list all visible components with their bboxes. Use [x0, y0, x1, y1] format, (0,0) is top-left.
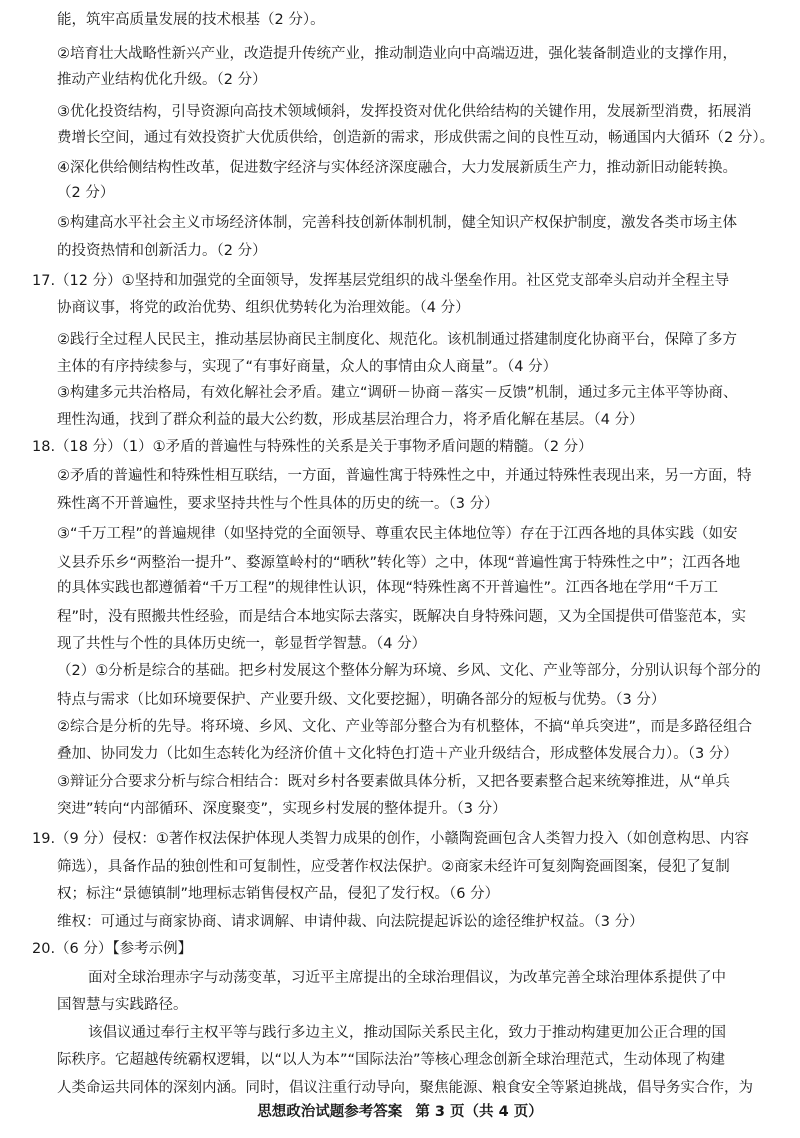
- text-line: ⑤构建高水平社会主义市场经济体制，完善科技创新体制机制，健全知识产权保护制度，激发各类市场主体: [57, 215, 737, 232]
- text-line: ②综合是分析的先导。将环境、乡风、文化、产业等部分整合为有机整体，不搞“单兵突进”，而是多路径组合: [57, 719, 753, 736]
- text-line: 的投资热情和创新活力。（2 分）: [57, 242, 267, 259]
- text-line: 协商议事，将党的政治优势、组织优势转化为治理效能。（4 分）: [57, 300, 470, 317]
- text-line: 殊性离不开普遍性，要求坚持共性与个性具体的历史的统一。（3 分）: [57, 496, 499, 513]
- text-line: （2）①分析是综合的基础。把乡村发展这个整体分解为环境、乡风、文化、产业等部分，分别认识每个部分的: [57, 662, 761, 679]
- text-line: 理性沟通，找到了群众利益的最大公约数，形成基层治理合力，将矛盾化解在基层。（4 分）: [57, 412, 644, 429]
- text-line: 推动产业结构优化升级。（2 分）: [57, 72, 267, 89]
- text-line: 的具体实践也都遵循着“千万工程”的规律性认识，体现“特殊性离不开普遍性”。江西各地在学用“千万工: [57, 580, 719, 597]
- text-line: （2 分）: [57, 184, 115, 201]
- footer-title: 思想政治试题参考答案: [257, 1104, 403, 1120]
- text-line: 现了共性与个性的具体历史统一，彰显哲学智慧。（4 分）: [57, 636, 427, 653]
- text-line: 人类命运共同体的深刻内涵。同时，倡议注重行动导向，聚焦能源、粮食安全等紧迫挑战，倡导务实合作，为: [57, 1080, 753, 1096]
- text-line: ③构建多元共治格局，有效化解社会矛盾。建立“调研－协商－落实－反馈”机制，通过多元主体平等协商、: [57, 384, 738, 401]
- text-line: ②矛盾的普遍性和特殊性相互联结，一方面，普遍性寓于特殊性之中，并通过特殊性表现出来，另一方面，特: [57, 467, 752, 484]
- text-line: 20.（6 分）【参考示例】: [32, 940, 193, 957]
- text-line: 权；标注“景德镇制”地理标志销售侵权产品，侵犯了发行权。（6 分）: [57, 885, 500, 902]
- text-line: ④深化供给侧结构性改革，促进数字经济与实体经济深度融合，大力发展新质生产力，推动新旧动能转换。: [57, 160, 737, 177]
- text-line: 维权：可通过与商家协商、请求调解、申请仲裁、向法院提起诉讼的途径维护权益。（3 分）: [57, 914, 644, 931]
- text-line: 主体的有序持续参与，实现了“有事好商量，众人的事情由众人商量”。（4 分）: [57, 359, 558, 376]
- text-line: 突进”转向“内部循环、深度聚变”，实现乡村发展的整体提升。（3 分）: [57, 800, 507, 817]
- page-footer: [0, 1102, 800, 1122]
- text-line: 国智慧与实践路径。: [57, 997, 188, 1014]
- text-line: 面对全球治理赤字与动荡变革，习近平主席提出的全球治理倡议，为改革完善全球治理体系提供了中: [88, 969, 726, 986]
- text-line: 能，筑牢高质量发展的技术根基（2 分）。: [57, 12, 325, 28]
- text-line: 特点与需求（比如环境要保护、产业要升级、文化要挖掘），明确各部分的短板与优势。（3 分）: [57, 691, 666, 708]
- text-line: 18.（18 分）（1）①矛盾的普遍性与特殊性的关系是关于事物矛盾问题的精髓。（2 分）: [32, 439, 593, 456]
- text-line: ②践行全过程人民民主，推动基层协商民主制度化、规范化。该机制通过搭建制度化协商平台，保障了多方: [57, 331, 737, 348]
- text-line: 该倡议通过奉行主权平等与践行多边主义，推动国际关系民主化，致力于推动构建更加公正合理的国: [88, 1024, 726, 1041]
- text-line: 筛选），具备作品的独创性和可复制性，应受著作权法保护。②商家未经许可复刻陶瓷画图案，侵犯了复制: [57, 859, 730, 876]
- text-line: 义县乔乐乡“两整治一提升”、婺源篁岭村的“晒秋”转化等）之中，体现“普遍性寓于特殊性之中”；江西各地: [57, 554, 741, 571]
- text-line: 费增长空间，通过有效投资扩大优质供给，创造新的需求，形成供需之间的良性互动，畅通国内大循环（2 分）。: [57, 130, 775, 147]
- text-line: ③“千万工程”的普遍规律（如坚持党的全面领导、尊重农民主体地位等）存在于江西各地的具体实践（如安: [57, 525, 738, 542]
- text-line: 17.（12 分）①坚持和加强党的全面领导，发挥基层党组织的战斗堡垒作用。社区党支部牵头启动并全程主导: [32, 273, 730, 290]
- text-line: ③辩证分合要求分析与综合相结合：既对乡村各要素做具体分析，又把各要素整合起来统筹推进，从“单兵: [57, 774, 731, 791]
- text-line: 19.（9 分）侵权：①著作权法保护体现人类智力成果的创作，小赣陶瓷画包含人类智力投入（如创意构思、内容: [32, 830, 749, 847]
- text-line: ③优化投资结构，引导资源向高技术领域倾斜，发挥投资对优化供给结构的关键作用，发展新型消费，拓展消: [57, 103, 752, 120]
- text-line: 际秩序。它超越传统霸权逻辑，以“以人为本”“国际法治”等核心理念创新全球治理范式，生动体现了构建: [57, 1052, 726, 1069]
- text-line: 程”时，没有照搬共性经验，而是结合本地实际去落实，既解决自身特殊问题，又为全国提供可借鉴范本，实: [57, 608, 747, 625]
- text-line: 叠加、协同发力（比如生态转化为经济价值＋文化特色打造＋产业升级结合，形成整体发展合力）。（3 分）: [57, 745, 738, 762]
- footer-page-number: 第 3 页（共 4 页）: [415, 1104, 543, 1120]
- text-line: ②培育壮大战略性新兴产业，改造提升传统产业，推动制造业向中高端迈进，强化装备制造业的支撑作用，: [57, 45, 737, 62]
